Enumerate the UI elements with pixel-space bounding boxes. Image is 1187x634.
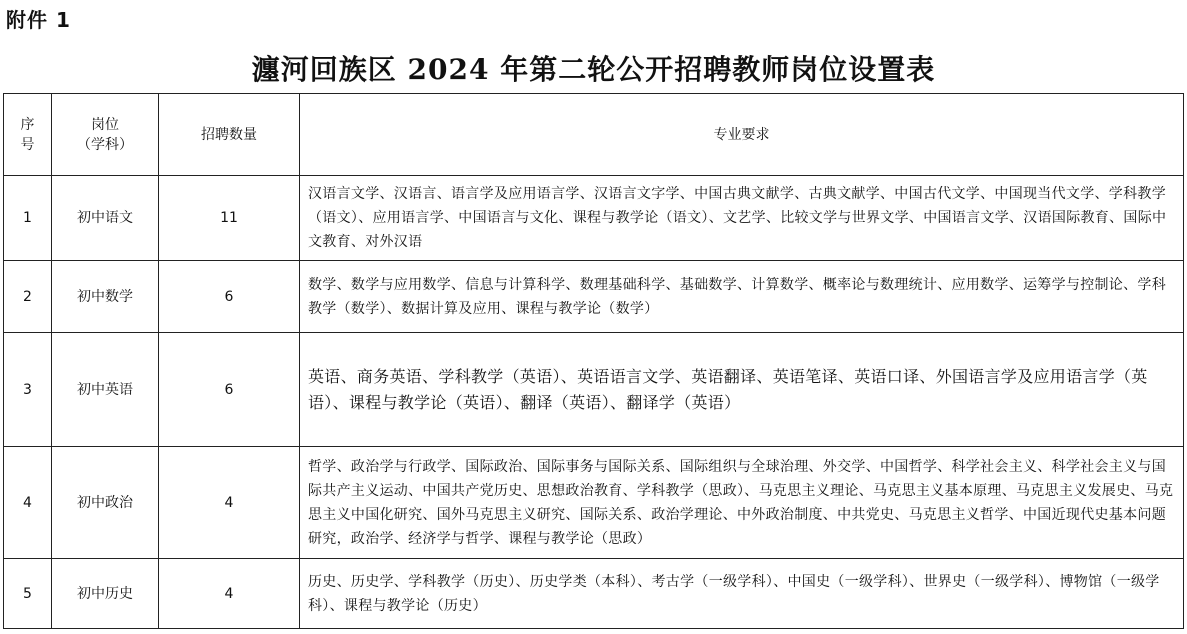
row-quota: 4 <box>159 559 300 629</box>
header-seq <box>4 94 52 176</box>
header-seq-line2: 号 <box>20 136 35 153</box>
table-header-row <box>4 94 1184 176</box>
row-position: 初中政治 <box>52 447 159 559</box>
table-row <box>4 176 1184 261</box>
row-quota: 6 <box>159 333 300 447</box>
row-requirements: 哲学、政治学与行政学、国际政治、国际事务与国际关系、国际组织与全球治理、外交学、中国哲学、科学社会主义、科学社会主义与国际共产主义运动、中国共产党历史、思想政治教育、学科教学（思政）、马克思主义理论、马克思主义基本原理、马克思主义发展史、马克思主义中国化研究、国外马克思主义研究、国际关系、政治学理论、中外政治制度、中共党史、马克思主义哲学、中国近现代史基本问题研究，政治学、经济学与哲学、课程与教学论（思政） <box>300 447 1184 559</box>
row-seq: 5 <box>4 559 52 629</box>
row-position: 初中数学 <box>52 261 159 333</box>
row-seq: 4 <box>4 447 52 559</box>
position-table <box>3 93 1184 629</box>
row-quota: 11 <box>159 176 300 261</box>
table-row <box>4 333 1184 447</box>
row-seq: 1 <box>4 176 52 261</box>
table-row <box>4 447 1184 559</box>
table-row <box>4 261 1184 333</box>
row-position: 初中英语 <box>52 333 159 447</box>
header-position-line1: 岗位 <box>91 116 119 133</box>
document-title: 瀍河回族区 2024 年第二轮公开招聘教师岗位设置表 <box>251 53 936 86</box>
row-requirements: 英语、商务英语、学科教学（英语）、英语语言文学、英语翻译、英语笔译、英语口译、外国语言学及应用语言学（英语）、课程与教学论（英语）、翻译（英语）、翻译学（英语） <box>300 333 1184 447</box>
row-requirements: 数学、数学与应用数学、信息与计算科学、数理基础科学、基础数学、计算数学、概率论与数理统计、应用数学、运筹学与控制论、学科教学（数学）、数据计算及应用、课程与教学论（数学） <box>300 261 1184 333</box>
row-seq: 2 <box>4 261 52 333</box>
table-row <box>4 559 1184 629</box>
header-position <box>52 94 159 176</box>
attachment-label: 附件 1 <box>6 8 71 32</box>
row-requirements: 历史、历史学、学科教学（历史）、历史学类（本科）、考古学（一级学科）、中国史（一级学科）、世界史（一级学科）、博物馆（一级学科）、课程与教学论（历史） <box>300 559 1184 629</box>
row-requirements: 汉语言文学、汉语言、语言学及应用语言学、汉语言文字学、中国古典文献学、古典文献学、中国古代文学、中国现当代文学、学科教学（语文）、应用语言学、中国语言与文化、课程与教学论（语文）、文艺学、比较文学与世界文学、中国语言文学、汉语国际教育、国际中文教育、对外汉语 <box>300 176 1184 261</box>
row-position: 初中语文 <box>52 176 159 261</box>
row-quota: 6 <box>159 261 300 333</box>
row-seq: 3 <box>4 333 52 447</box>
header-seq-line1: 序 <box>20 116 35 133</box>
header-position-line2: （学科） <box>77 136 133 153</box>
header-requirements: 专业要求 <box>300 94 1184 176</box>
row-position: 初中历史 <box>52 559 159 629</box>
header-quota: 招聘数量 <box>159 94 300 176</box>
row-quota: 4 <box>159 447 300 559</box>
